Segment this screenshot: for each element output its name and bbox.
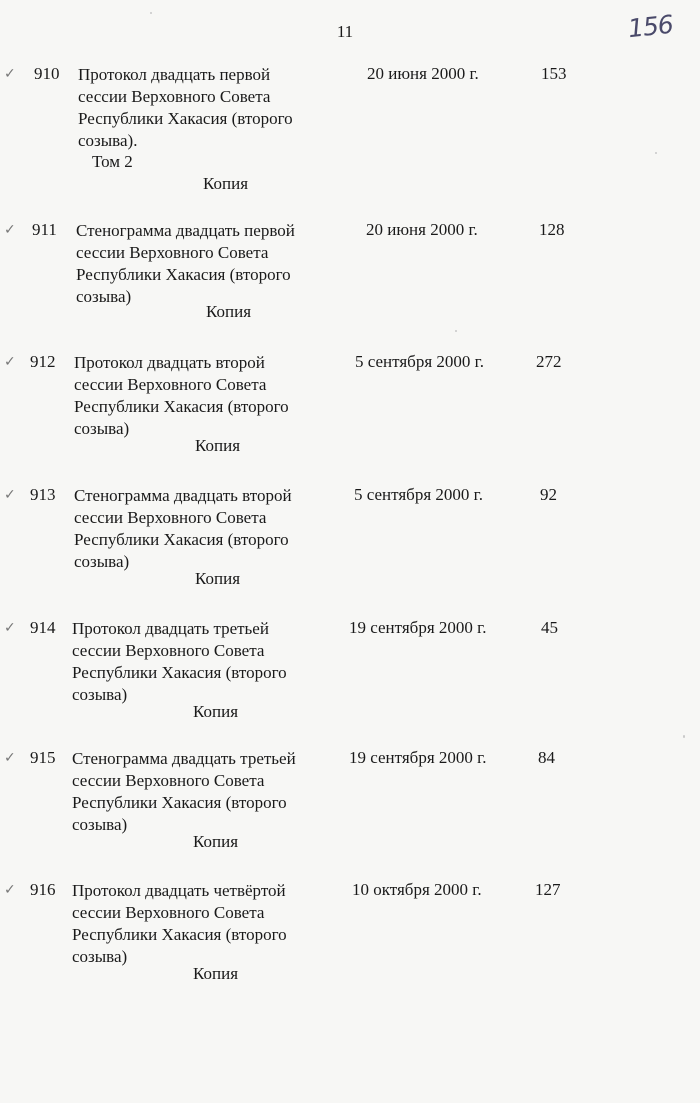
entry-page-count: 127 — [535, 880, 561, 899]
title-line: Республики Хакасия (второго — [72, 925, 287, 944]
title-line: созыва). — [78, 131, 138, 150]
scan-speck — [455, 330, 457, 332]
title-line: Республики Хакасия (второго — [78, 109, 293, 128]
title-line: Республики Хакасия (второго — [74, 397, 289, 416]
check-mark-icon: ✓ — [4, 620, 16, 636]
title-line: сессии Верховного Совета — [78, 87, 271, 106]
entry-title — [78, 64, 338, 152]
entry-page-count: 272 — [536, 352, 562, 371]
page-number: 11 — [336, 22, 354, 41]
entry-date: 20 июня 2000 г. — [367, 64, 479, 83]
entry-copy-label: Копия — [195, 436, 241, 455]
handwritten-sheet-number: 156 — [626, 9, 675, 44]
title-line: Протокол двадцать четвёртой — [72, 881, 286, 900]
entry-date: 5 сентября 2000 г. — [354, 485, 483, 504]
entry-copy-label: Копия — [193, 832, 239, 851]
entry-copy-label: Копия — [193, 702, 239, 721]
title-line: сессии Верховного Совета — [72, 771, 265, 790]
title-line: созыва) — [72, 947, 128, 966]
title-line: Стенограмма двадцать второй — [74, 486, 292, 505]
entry-date: 10 октября 2000 г. — [352, 880, 482, 899]
title-line: сессии Верховного Совета — [74, 508, 267, 527]
check-mark-icon: ✓ — [4, 222, 16, 238]
entry-copy-label: Копия — [206, 302, 252, 321]
check-mark-icon: ✓ — [4, 750, 16, 766]
title-line: сессии Верховного Совета — [72, 903, 265, 922]
entry-number: 911 — [32, 220, 57, 239]
entry-title — [74, 485, 334, 573]
entry-page-count: 128 — [539, 220, 565, 239]
check-mark-icon: ✓ — [4, 882, 16, 898]
title-line: Протокол двадцать третьей — [72, 619, 269, 638]
entry-page-count: 92 — [540, 485, 557, 504]
title-line: сессии Верховного Совета — [72, 641, 265, 660]
title-line: Протокол двадцать первой — [78, 65, 271, 84]
entry-page-count: 45 — [541, 618, 558, 637]
title-line: Республики Хакасия (второго — [72, 663, 287, 682]
entry-page-count: 84 — [538, 748, 555, 767]
entry-title — [72, 748, 332, 836]
entry-title — [72, 880, 332, 968]
title-line: сессии Верховного Совета — [74, 375, 267, 394]
entry-title — [74, 352, 334, 440]
title-line: Стенограмма двадцать третьей — [72, 749, 296, 768]
entry-volume: Том 2 — [92, 152, 133, 171]
title-line: Республики Хакасия (второго — [74, 530, 289, 549]
check-mark-icon: ✓ — [4, 66, 16, 82]
entry-date: 19 сентября 2000 г. — [349, 618, 487, 637]
title-line: созыва) — [74, 419, 130, 438]
title-line: Протокол двадцать второй — [74, 353, 265, 372]
entry-page-count: 153 — [541, 64, 567, 83]
entry-number: 915 — [30, 748, 56, 767]
title-line: Стенограмма двадцать первой — [76, 221, 295, 240]
scan-speck — [683, 735, 685, 738]
entry-copy-label: Копия — [193, 964, 239, 983]
title-line: созыва) — [74, 552, 130, 571]
entry-number: 916 — [30, 880, 56, 899]
title-line: Республики Хакасия (второго — [76, 265, 291, 284]
entry-date: 5 сентября 2000 г. — [355, 352, 484, 371]
scan-speck — [150, 12, 152, 14]
entry-number: 913 — [30, 485, 56, 504]
scan-speck — [655, 152, 657, 154]
title-line: Республики Хакасия (второго — [72, 793, 287, 812]
entry-number: 910 — [34, 64, 60, 83]
entry-number: 914 — [30, 618, 56, 637]
title-line: созыва) — [72, 685, 128, 704]
check-mark-icon: ✓ — [4, 354, 16, 370]
entry-title — [72, 618, 332, 706]
entry-number: 912 — [30, 352, 56, 371]
title-line: созыва) — [76, 287, 132, 306]
entry-copy-label: Копия — [203, 174, 249, 193]
entry-date: 19 сентября 2000 г. — [349, 748, 487, 767]
entry-date: 20 июня 2000 г. — [366, 220, 478, 239]
check-mark-icon: ✓ — [4, 487, 16, 503]
entry-title — [76, 220, 336, 308]
title-line: сессии Верховного Совета — [76, 243, 269, 262]
title-line: созыва) — [72, 815, 128, 834]
entry-copy-label: Копия — [195, 569, 241, 588]
